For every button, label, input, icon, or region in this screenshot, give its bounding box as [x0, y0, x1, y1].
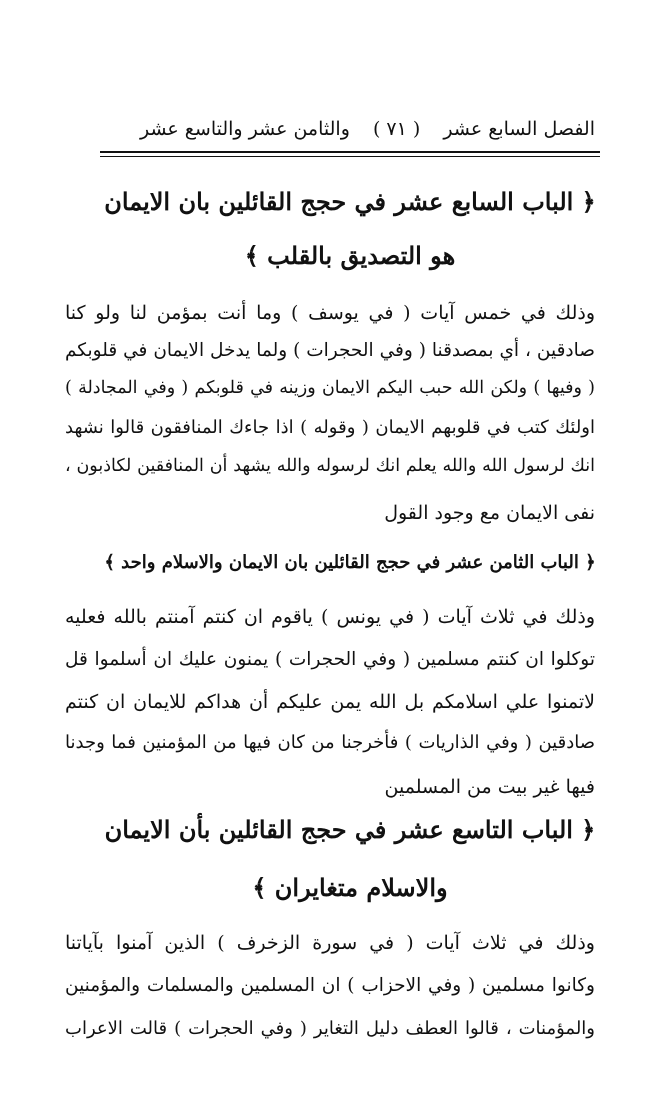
page-number: ( ٧١ )	[372, 118, 421, 140]
header-rule	[100, 151, 600, 157]
section-18-body-line-2: توكلوا ان كنتم مسلمين ( وفي الحجرات ) يمنون عليك ان أسلموا قل	[65, 649, 595, 670]
section-18-body-line-3: لاتمنوا علي اسلامكم بل الله يمن عليكم أن هداكم للايمان ان كنتم	[65, 691, 595, 713]
section-18-body-line-1: وذلك في ثلاث آيات ( في يونس ) ياقوم ان كنتم آمنتم بالله فعليه	[65, 606, 595, 628]
section-18-body-line-5: فيها غير بيت من المسلمين	[384, 776, 595, 798]
section-18-body-line-4: صادقين ( وفي الذاريات ) فأخرجنا من كان فيها من المؤمنين فما وجدنا	[65, 732, 595, 753]
section-19-heading-line-2: والاسلام متغايران ﴾	[252, 873, 448, 902]
section-19-body-line-1: وذلك في ثلاث آيات ( في سورة الزخرف ) الذين آمنوا بآياتنا	[65, 932, 595, 954]
section-17-body-line-6: نفى الايمان مع وجود القول	[384, 502, 595, 524]
section-17-body-line-1: وذلك في خمس آيات ( في يوسف ) وما أنت بمؤمن لنا ولو كنا	[65, 302, 595, 324]
section-17-body-line-2: صادقين ، أي بمصدقنا ( وفي الحجرات ) ولما يدخل الايمان في قلوبكم	[65, 340, 595, 361]
section-17-heading-line-1: ﴿ الباب السابع عشر في حجج القائلين بان الايمان	[104, 187, 596, 216]
section-19-body-line-2: وكانوا مسلمين ( وفي الاحزاب ) ان المسلمين والمسلمات والمؤمنين	[65, 975, 595, 996]
section-17-body-line-3: ( وفيها ) ولكن الله حبب اليكم الايمان وزينه في قلوبكم ( وفي المجادلة )	[65, 378, 595, 398]
section-18-heading: ﴿ الباب الثامن عشر في حجج القائلين بان الايمان والاسلام واحد ﴾	[104, 552, 596, 573]
section-17-heading-line-2: هو التصديق بالقلب ﴾	[244, 241, 456, 270]
section-17-body-line-4: اولئك كتب في قلوبهم الايمان ( وقوله ) اذا جاءك المنافقون قالوا نشهد	[65, 417, 595, 438]
section-19-heading-line-1: ﴿ الباب التاسع عشر في حجج القائلين بأن الايمان	[104, 815, 596, 844]
section-19-body-line-3: والمؤمنات ، قالوا العطف دليل التغاير ( وفي الحجرات ) قالت الاعراب	[65, 1018, 595, 1039]
header-chapter-left: والثامن عشر والتاسع عشر	[140, 118, 350, 140]
section-17-body-line-5: انك لرسول الله والله يعلم انك لرسوله والله يشهد أن المنافقين لكاذبون ،	[65, 456, 595, 476]
running-header	[140, 112, 595, 146]
header-chapter-right: الفصل السابع عشر	[443, 118, 595, 140]
